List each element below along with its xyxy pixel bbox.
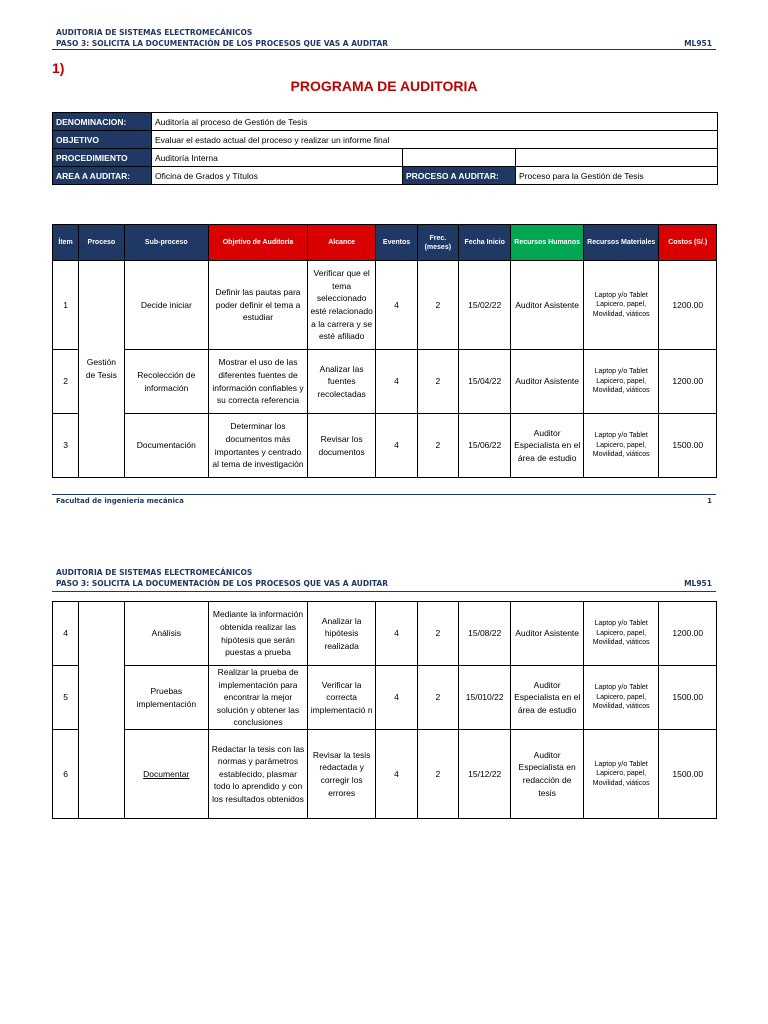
footer-page-number: 1 (707, 497, 712, 505)
cell-objetivo: Redactar la tesis con las normas y parámetros establecido, plasmar todo lo aprendido y con los resultados obtenidos (209, 730, 308, 819)
cell-eventos: 4 (376, 666, 417, 730)
cell-rrmm: Laptop y/o Tablet Lapicero, papel, Movilidad, viáticos (583, 414, 659, 478)
col-objetivo: Objetivo de Auditoría (209, 225, 308, 261)
cell-rrhh: Auditor Especialista en el área de estudio (511, 414, 584, 478)
cell-frec: 2 (417, 350, 458, 414)
cell-subproceso: Decide iniciar (124, 261, 209, 350)
col-rrmm: Recursos Materiales (583, 225, 659, 261)
cell-subproceso: Recolección de información (124, 350, 209, 414)
cell-alcance: Analizar la hipótesis realizada (307, 602, 376, 666)
program-table-page-1 (52, 224, 717, 478)
table-row (53, 414, 717, 478)
objetivo-label: OBJETIVO (53, 131, 152, 149)
header-step: PASO 3: SOLICITA LA DOCUMENTACIÓN DE LOS PROCESOS QUE VAS A AUDITAR (56, 579, 389, 588)
cell-rrhh: Auditor Especialista en el área de estudio (511, 666, 584, 730)
cell-eventos: 4 (376, 350, 417, 414)
cell-alcance: Revisar los documentos (307, 414, 376, 478)
procedimiento-label: PROCEDIMIENTO (53, 149, 152, 167)
cell-item: 4 (53, 602, 79, 666)
col-frec: Frec. (meses) (417, 225, 458, 261)
cell-item: 1 (53, 261, 79, 350)
cell-subproceso: Documentación (124, 414, 209, 478)
denominacion-label: DENOMINACION: (53, 113, 152, 131)
col-costos: Costos (S/.) (659, 225, 717, 261)
page-header-2 (56, 567, 712, 589)
cell-proceso: Gestión de Tesis (79, 261, 124, 478)
table-row (53, 261, 717, 350)
cell-objetivo: Determinar los documentos más importantes y centrado al tema de investigación (209, 414, 308, 478)
cell-frec: 2 (417, 414, 458, 478)
col-eventos: Eventos (376, 225, 417, 261)
cell-item: 5 (53, 666, 79, 730)
procedimiento-value: Auditoría Interna (152, 149, 403, 167)
footer-rule (52, 494, 716, 495)
objetivo-value: Evaluar el estado actual del proceso y realizar un informe final (152, 131, 718, 149)
cell-objetivo: Mostrar el uso de las diferentes fuentes de información confiables y su correcta referencia (209, 350, 308, 414)
cell-costos: 1200.00 (659, 602, 717, 666)
cell-rrmm: Laptop y/o Tablet Lapicero, papel, Movilidad, viáticos (583, 261, 659, 350)
cell-alcance: Revisar la tesis redactada y corregir los errores (307, 730, 376, 819)
cell-frec: 2 (417, 730, 458, 819)
footer-faculty: Facultad de ingeniería mecánica (56, 497, 184, 505)
cell-frec: 2 (417, 261, 458, 350)
cell-objetivo: Realizar la prueba de implementación para encontrar la mejor solución y obtener las conclusiones (209, 666, 308, 730)
col-fecha: Fecha Inicio (458, 225, 510, 261)
cell-fecha: 15/08/22 (458, 602, 510, 666)
table-row (53, 730, 717, 819)
cell-rrhh: Auditor Asistente (511, 602, 584, 666)
cell-item: 2 (53, 350, 79, 414)
cell-alcance: Verificar la correcta implementació n (307, 666, 376, 730)
cell-rrmm: Laptop y/o Tablet Lapicero, papel, Movilidad, viáticos (583, 730, 659, 819)
table-header-row (53, 225, 717, 261)
page-title: PROGRAMA DE AUDITORIA (290, 78, 478, 94)
cell-frec: 2 (417, 602, 458, 666)
cell-rrhh: Auditor Asistente (511, 261, 584, 350)
cell-subproceso: Documentar (124, 730, 209, 819)
cell-objetivo: Definir las pautas para poder definir el tema a estudiar (209, 261, 308, 350)
denominacion-value: Auditoría al proceso de Gestión de Tesis (152, 113, 718, 131)
cell-costos: 1200.00 (659, 261, 717, 350)
table-row (53, 350, 717, 414)
cell-eventos: 4 (376, 602, 417, 666)
cell-eventos: 4 (376, 730, 417, 819)
col-item: Ítem (53, 225, 79, 261)
col-alcance: Alcance (307, 225, 376, 261)
area-label: AREA A AUDITAR: (53, 167, 152, 185)
empty-cell (516, 149, 718, 167)
header-step: PASO 3: SOLICITA LA DOCUMENTACIÓN DE LOS PROCESOS QUE VAS A AUDITAR (56, 39, 389, 48)
col-proceso: Proceso (79, 225, 124, 261)
header-code: ML951 (684, 39, 712, 48)
cell-item: 3 (53, 414, 79, 478)
header-rule (52, 591, 716, 592)
cell-fecha: 15/04/22 (458, 350, 510, 414)
cell-alcance: Analizar las fuentes recolectadas (307, 350, 376, 414)
page-footer (56, 497, 712, 505)
col-rrhh: Recursos Humanos (511, 225, 584, 261)
col-subproceso: Sub-proceso (124, 225, 209, 261)
cell-eventos: 4 (376, 414, 417, 478)
cell-item: 6 (53, 730, 79, 819)
header-rule (52, 49, 716, 50)
cell-rrhh: Auditor Asistente (511, 350, 584, 414)
empty-cell (403, 149, 516, 167)
cell-rrmm: Laptop y/o Tablet Lapicero, papel, Movilidad, viáticos (583, 602, 659, 666)
cell-subproceso: Pruebas implementación (124, 666, 209, 730)
cell-subproceso: Análisis (124, 602, 209, 666)
table-row (53, 602, 717, 666)
proceso-value: Proceso para la Gestión de Tesis (516, 167, 718, 185)
cell-fecha: 15/010/22 (458, 666, 510, 730)
proceso-label: PROCESO A AUDITAR: (403, 167, 516, 185)
cell-rrmm: Laptop y/o Tablet Lapicero, papel, Movilidad, viáticos (583, 666, 659, 730)
cell-rrhh: Auditor Especialista en redacción de tesis (511, 730, 584, 819)
cell-fecha: 15/06/22 (458, 414, 510, 478)
cell-frec: 2 (417, 666, 458, 730)
cell-costos: 1500.00 (659, 730, 717, 819)
cell-fecha: 15/12/22 (458, 730, 510, 819)
cell-costos: 1200.00 (659, 350, 717, 414)
cell-proceso (79, 602, 124, 819)
step-number: 1) (52, 60, 65, 76)
page-header (56, 27, 712, 49)
header-course: AUDITORIA DE SISTEMAS ELECTROMECÁNICOS (56, 28, 253, 37)
cell-costos: 1500.00 (659, 414, 717, 478)
header-code: ML951 (684, 579, 712, 588)
header-course: AUDITORIA DE SISTEMAS ELECTROMECÁNICOS (56, 568, 253, 577)
cell-rrmm: Laptop y/o Tablet Lapicero, papel, Movilidad, viáticos (583, 350, 659, 414)
info-table (52, 112, 718, 185)
cell-objetivo: Mediante la información obtenida realizar las hipótesis que serán puestas a prueba (209, 602, 308, 666)
cell-fecha: 15/02/22 (458, 261, 510, 350)
area-value: Oficina de Grados y Títulos (152, 167, 403, 185)
cell-eventos: 4 (376, 261, 417, 350)
cell-costos: 1500.00 (659, 666, 717, 730)
cell-alcance: Verificar que el tema seleccionado esté relacionado a la carrera y se esté afiliado (307, 261, 376, 350)
table-row (53, 666, 717, 730)
program-table-page-2 (52, 601, 717, 819)
